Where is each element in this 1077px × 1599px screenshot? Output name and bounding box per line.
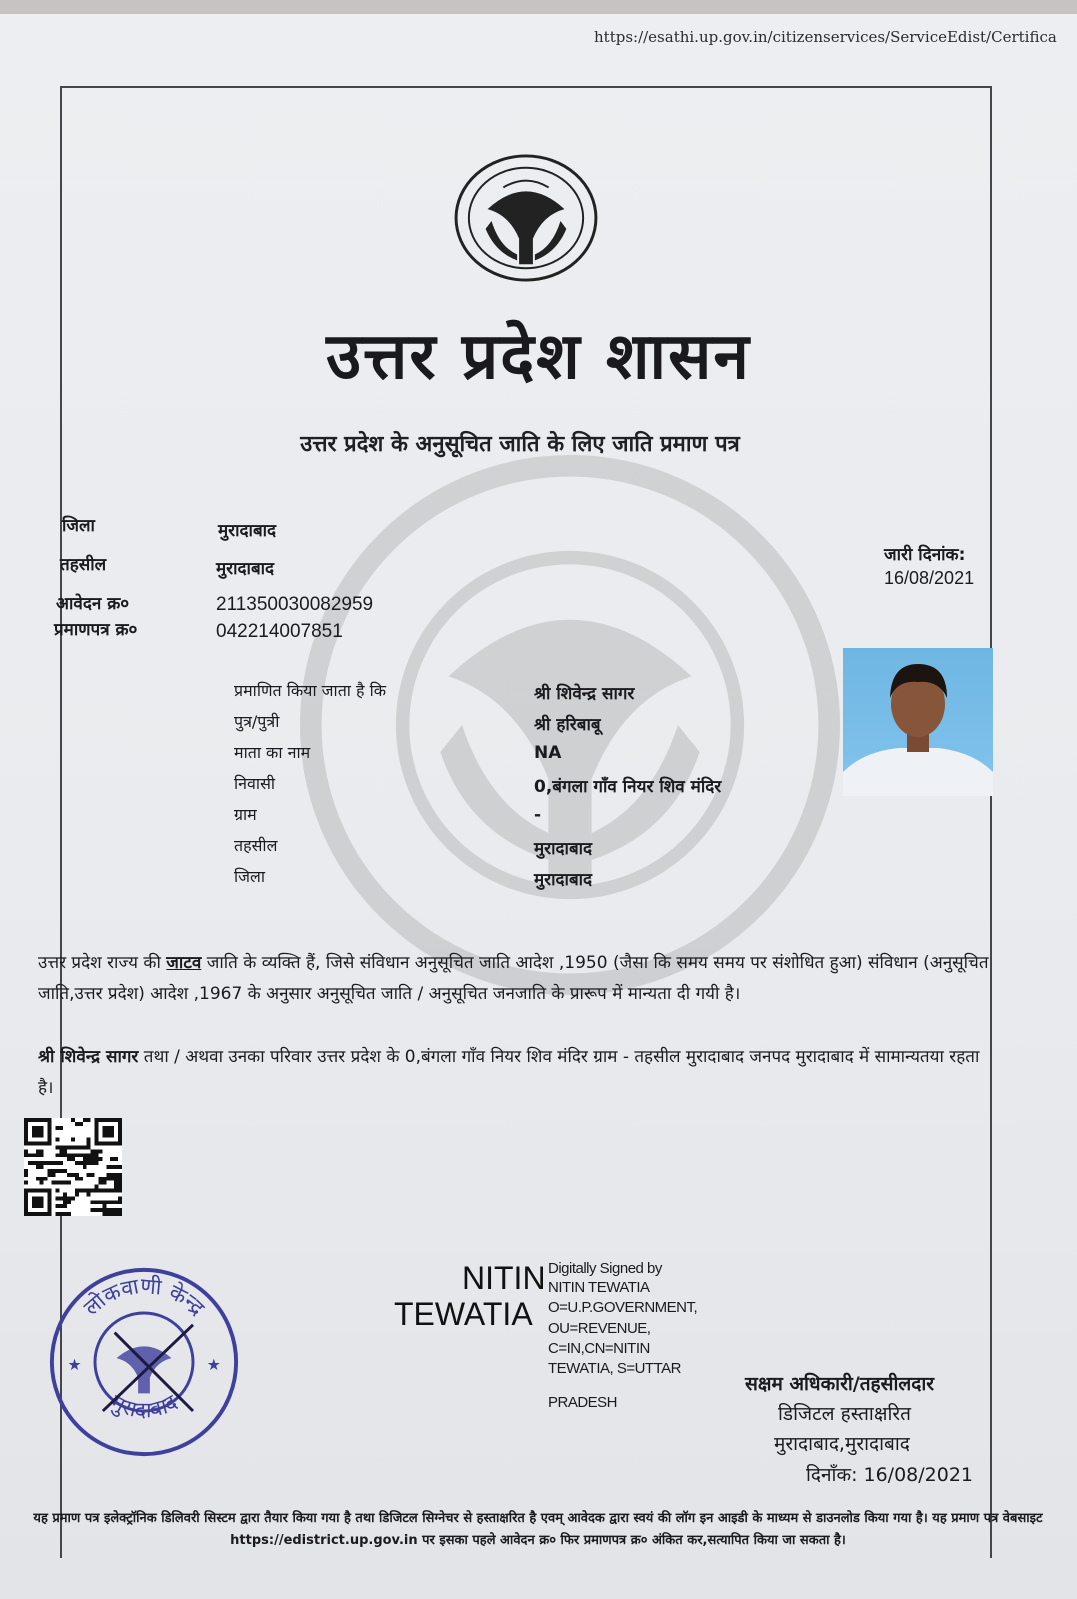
detail-label-son-daughter: पुत्र/पुत्री — [234, 712, 280, 731]
issue-date: 16/08/2021 — [884, 568, 975, 588]
applicant-photo — [843, 648, 993, 796]
resident-address: 0,बंगला गाँव नियर शिव मंदिर — [534, 777, 722, 797]
background-strip — [0, 0, 1077, 14]
detail-label-tehsil: तहसील — [234, 836, 278, 855]
seal-top-text: लोकवाणी केन्द्र — [79, 1273, 210, 1322]
district-value: मुरादाबाद — [218, 521, 277, 541]
footer-disclaimer: यह प्रमाण पत्र इलेक्ट्रॉनिक डिलिवरी सिस्टम द्वारा तैयार किया गया है तथा डिजिटल सिग्नेचर से हस्ताक्षरित है एवम् आवेदक द्वारा स्वयं की लॉग इन आइडी के माध्यम से डाउनलोड किया गया है। यह प्रमाण पत्र वेबसाइट https://edistrict.up.gov.in पर इसका पहले आवेदन क्र० फिर प्रमाणपत्र क्र० अंकित कर,सत्यापित किया जा सकता है। — [33, 1511, 1043, 1548]
qr-code — [24, 1118, 122, 1216]
lokvani-kendra-seal — [46, 1264, 242, 1460]
tehsil-value: मुरादाबाद — [216, 559, 275, 579]
issue-date-label: जारी दिनांक: — [884, 545, 966, 565]
signer-last-name: TEWATIA — [394, 1296, 533, 1332]
signature-detail: Digitally Signed by — [548, 1260, 662, 1277]
application-number: 211350030082959 — [216, 594, 374, 615]
caste-statement-rest: जाति के व्यक्ति हैं, जिसे संविधान अनुसूचित जाति आदेश ,1950 (जैसा कि समय समय पर संशोधित हुआ) संविधान (अनुसूचित जाति,उत्तर प्रदेश) आदेश ,1967 के अनुसार अनुसूचित जाति / अनुसूचित जनजाति के प्रारूप में मान्यता दी गयी है। — [38, 953, 989, 1004]
signature-detail: NITIN TEWATIA — [548, 1279, 650, 1296]
application-number-label: आवेदन क्र० — [56, 594, 130, 614]
caste-name: जाटव — [166, 953, 202, 973]
signature-detail: OU=REVENUE, — [548, 1320, 651, 1337]
father-name: श्री हरिबाबू — [534, 715, 601, 735]
svg-text:★: ★ — [206, 1354, 221, 1374]
caste-statement — [38, 948, 996, 1010]
printed-url: https://esathi.up.gov.in/citizenservices/ServiceEdist/Certifica — [594, 28, 1057, 46]
authority-designation: सक्षम अधिकारी/तहसीलदार — [745, 1373, 935, 1395]
authority-location: मुरादाबाद,मुरादाबाद — [774, 1433, 910, 1455]
detail-label-village: ग्राम — [234, 805, 257, 824]
certificate-title: उत्तर प्रदेश शासन — [326, 319, 751, 394]
up-government-emblem-icon — [452, 152, 600, 284]
certificate-number: 042214007851 — [216, 621, 343, 642]
applicant-name: श्री शिवेन्द्र सागर — [534, 684, 635, 704]
detail-label-district: जिला — [234, 867, 266, 886]
detail-label-certified: प्रमाणित किया जाता है कि — [234, 681, 387, 700]
detail-district-value: मुरादाबाद — [534, 870, 593, 890]
residence-applicant-name: श्री शिवेन्द्र सागर — [38, 1047, 139, 1067]
district-label: जिला — [62, 516, 95, 536]
authority-date: दिनाँक: 16/08/2021 — [806, 1464, 974, 1486]
seal-bottom-text: मुरादाबाद — [106, 1390, 182, 1424]
detail-label-resident: निवासी — [234, 774, 276, 793]
residence-statement — [38, 1042, 996, 1104]
signature-detail: C=IN,CN=NITIN — [548, 1340, 650, 1357]
mother-name: NA — [534, 743, 562, 763]
signature-detail: TEWATIA, S=UTTAR — [548, 1360, 681, 1377]
residence-statement-rest: तथा / अथवा उनका परिवार उत्तर प्रदेश के 0,बंगला गाँव नियर शिव मंदिर ग्राम - तहसील मुरादाबाद जनपद मुरादाबाद में सामान्यतया रहता है। — [38, 1047, 980, 1098]
signature-detail: O=U.P.GOVERNMENT, — [548, 1299, 698, 1316]
certificate-number-label: प्रमाणपत्र क्र० — [54, 620, 138, 640]
detail-tehsil-value: मुरादाबाद — [534, 839, 593, 859]
tehsil-label: तहसील — [60, 555, 107, 575]
svg-text:★: ★ — [67, 1354, 82, 1374]
detail-label-mother: माता का नाम — [234, 743, 311, 762]
signature-detail: PRADESH — [548, 1394, 618, 1411]
certificate-subtitle: उत्तर प्रदेश के अनुसूचित जाति के लिए जाति प्रमाण पत्र — [300, 432, 740, 457]
caste-statement-prefix: उत्तर प्रदेश राज्य की — [38, 953, 161, 973]
authority-sign-type: डिजिटल हस्ताक्षरित — [778, 1403, 911, 1425]
signer-first-name: NITIN — [462, 1260, 546, 1296]
village-value: - — [534, 805, 542, 825]
